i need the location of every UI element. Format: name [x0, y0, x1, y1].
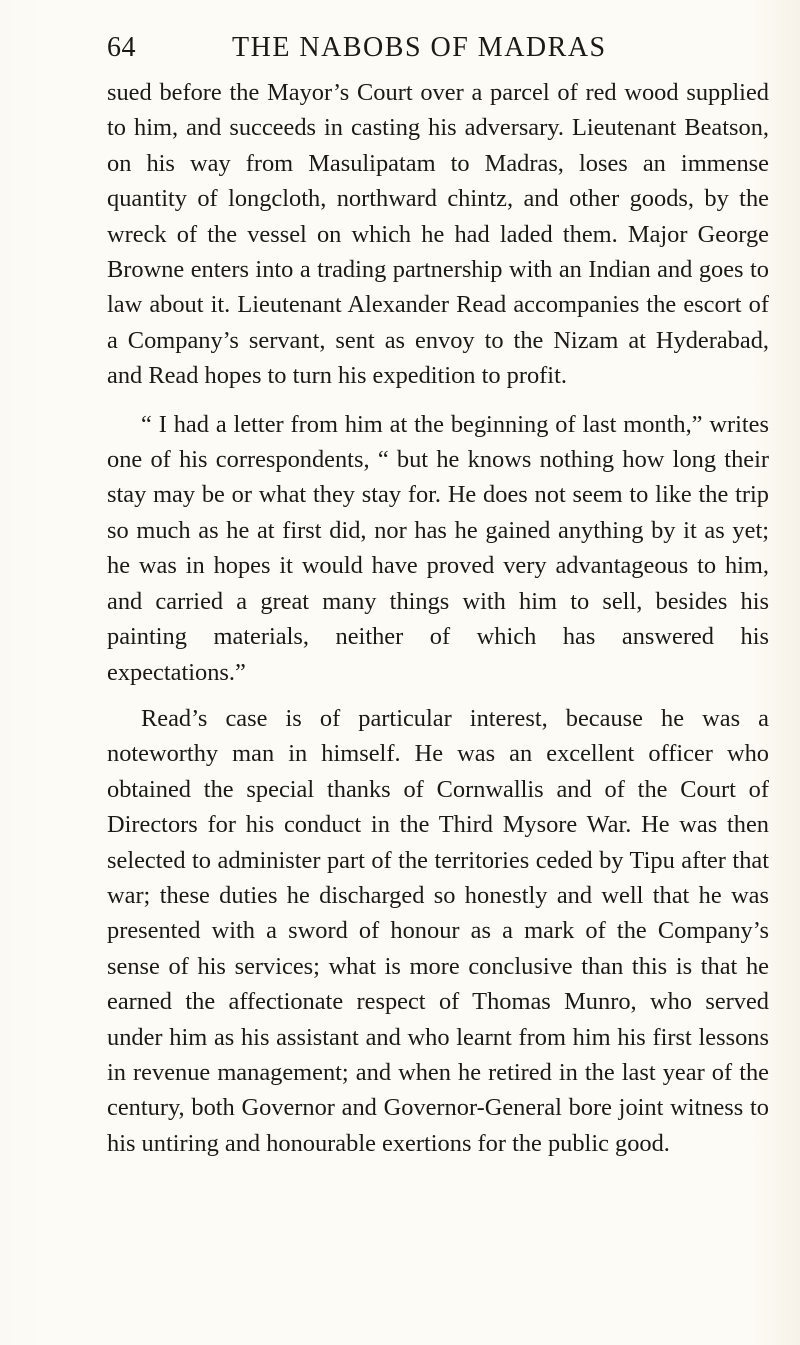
paragraph-2-quotation: “ I had a letter from him at the beginning of last month,” writes one of his correspondents, “ but he knows nothing how long their stay may be or what they stay for. He does not seem to like the trip so much as he at first did, nor has he gained anything by it as yet; he was in hopes it would have proved very advantageous to him, and carried a great many things with him to sell, besides his painting materials, neither of which has answered his expectations.” — [107, 410, 769, 686]
page-header — [107, 32, 769, 72]
paragraph-1: sued before the Mayor’s Court over a parcel of red wood supplied to him, and succeeds in casting his adversary. Lieutenant Beatson, on his way from Masulipatam to Madras, loses an immense quantity of longcloth, northward chintz, and other goods, by the wreck of the vessel on which he had laded them. Major George Browne enters into a trading partnership with an Indian and goes to law about it. Lieutenant Alexander Read accompanies the escort of a Company’s servant, sent as envoy to the Nizam at Hyderabad, and Read hopes to turn his expedition to profit. — [107, 79, 769, 390]
running-title: THE NABOBS OF MADRAS — [232, 32, 607, 63]
body-text — [107, 75, 769, 1161]
page-number: 64 — [107, 32, 136, 63]
paragraph-3: Read’s case is of particular interest, because he was a noteworthy man in himself. He was an excellent officer who obtained the special thanks of Cornwallis and of the Court of Directors for his conduct in the Third Mysore War. He was then selected to administer part of the territories ceded by Tipu after that war; these duties he discharged so honestly and well that he was presented with a sword of honour as a mark of the Company’s sense of his services; what is more conclusive than this is that he earned the affectionate respect of Thomas Munro, who served under him as his assistant and who learnt from him his first lessons in revenue management; and when he retired in the last year of the century, both Governor and Governor-General bore joint witness to his untiring and honourable exertions for the public good. — [107, 704, 769, 1157]
